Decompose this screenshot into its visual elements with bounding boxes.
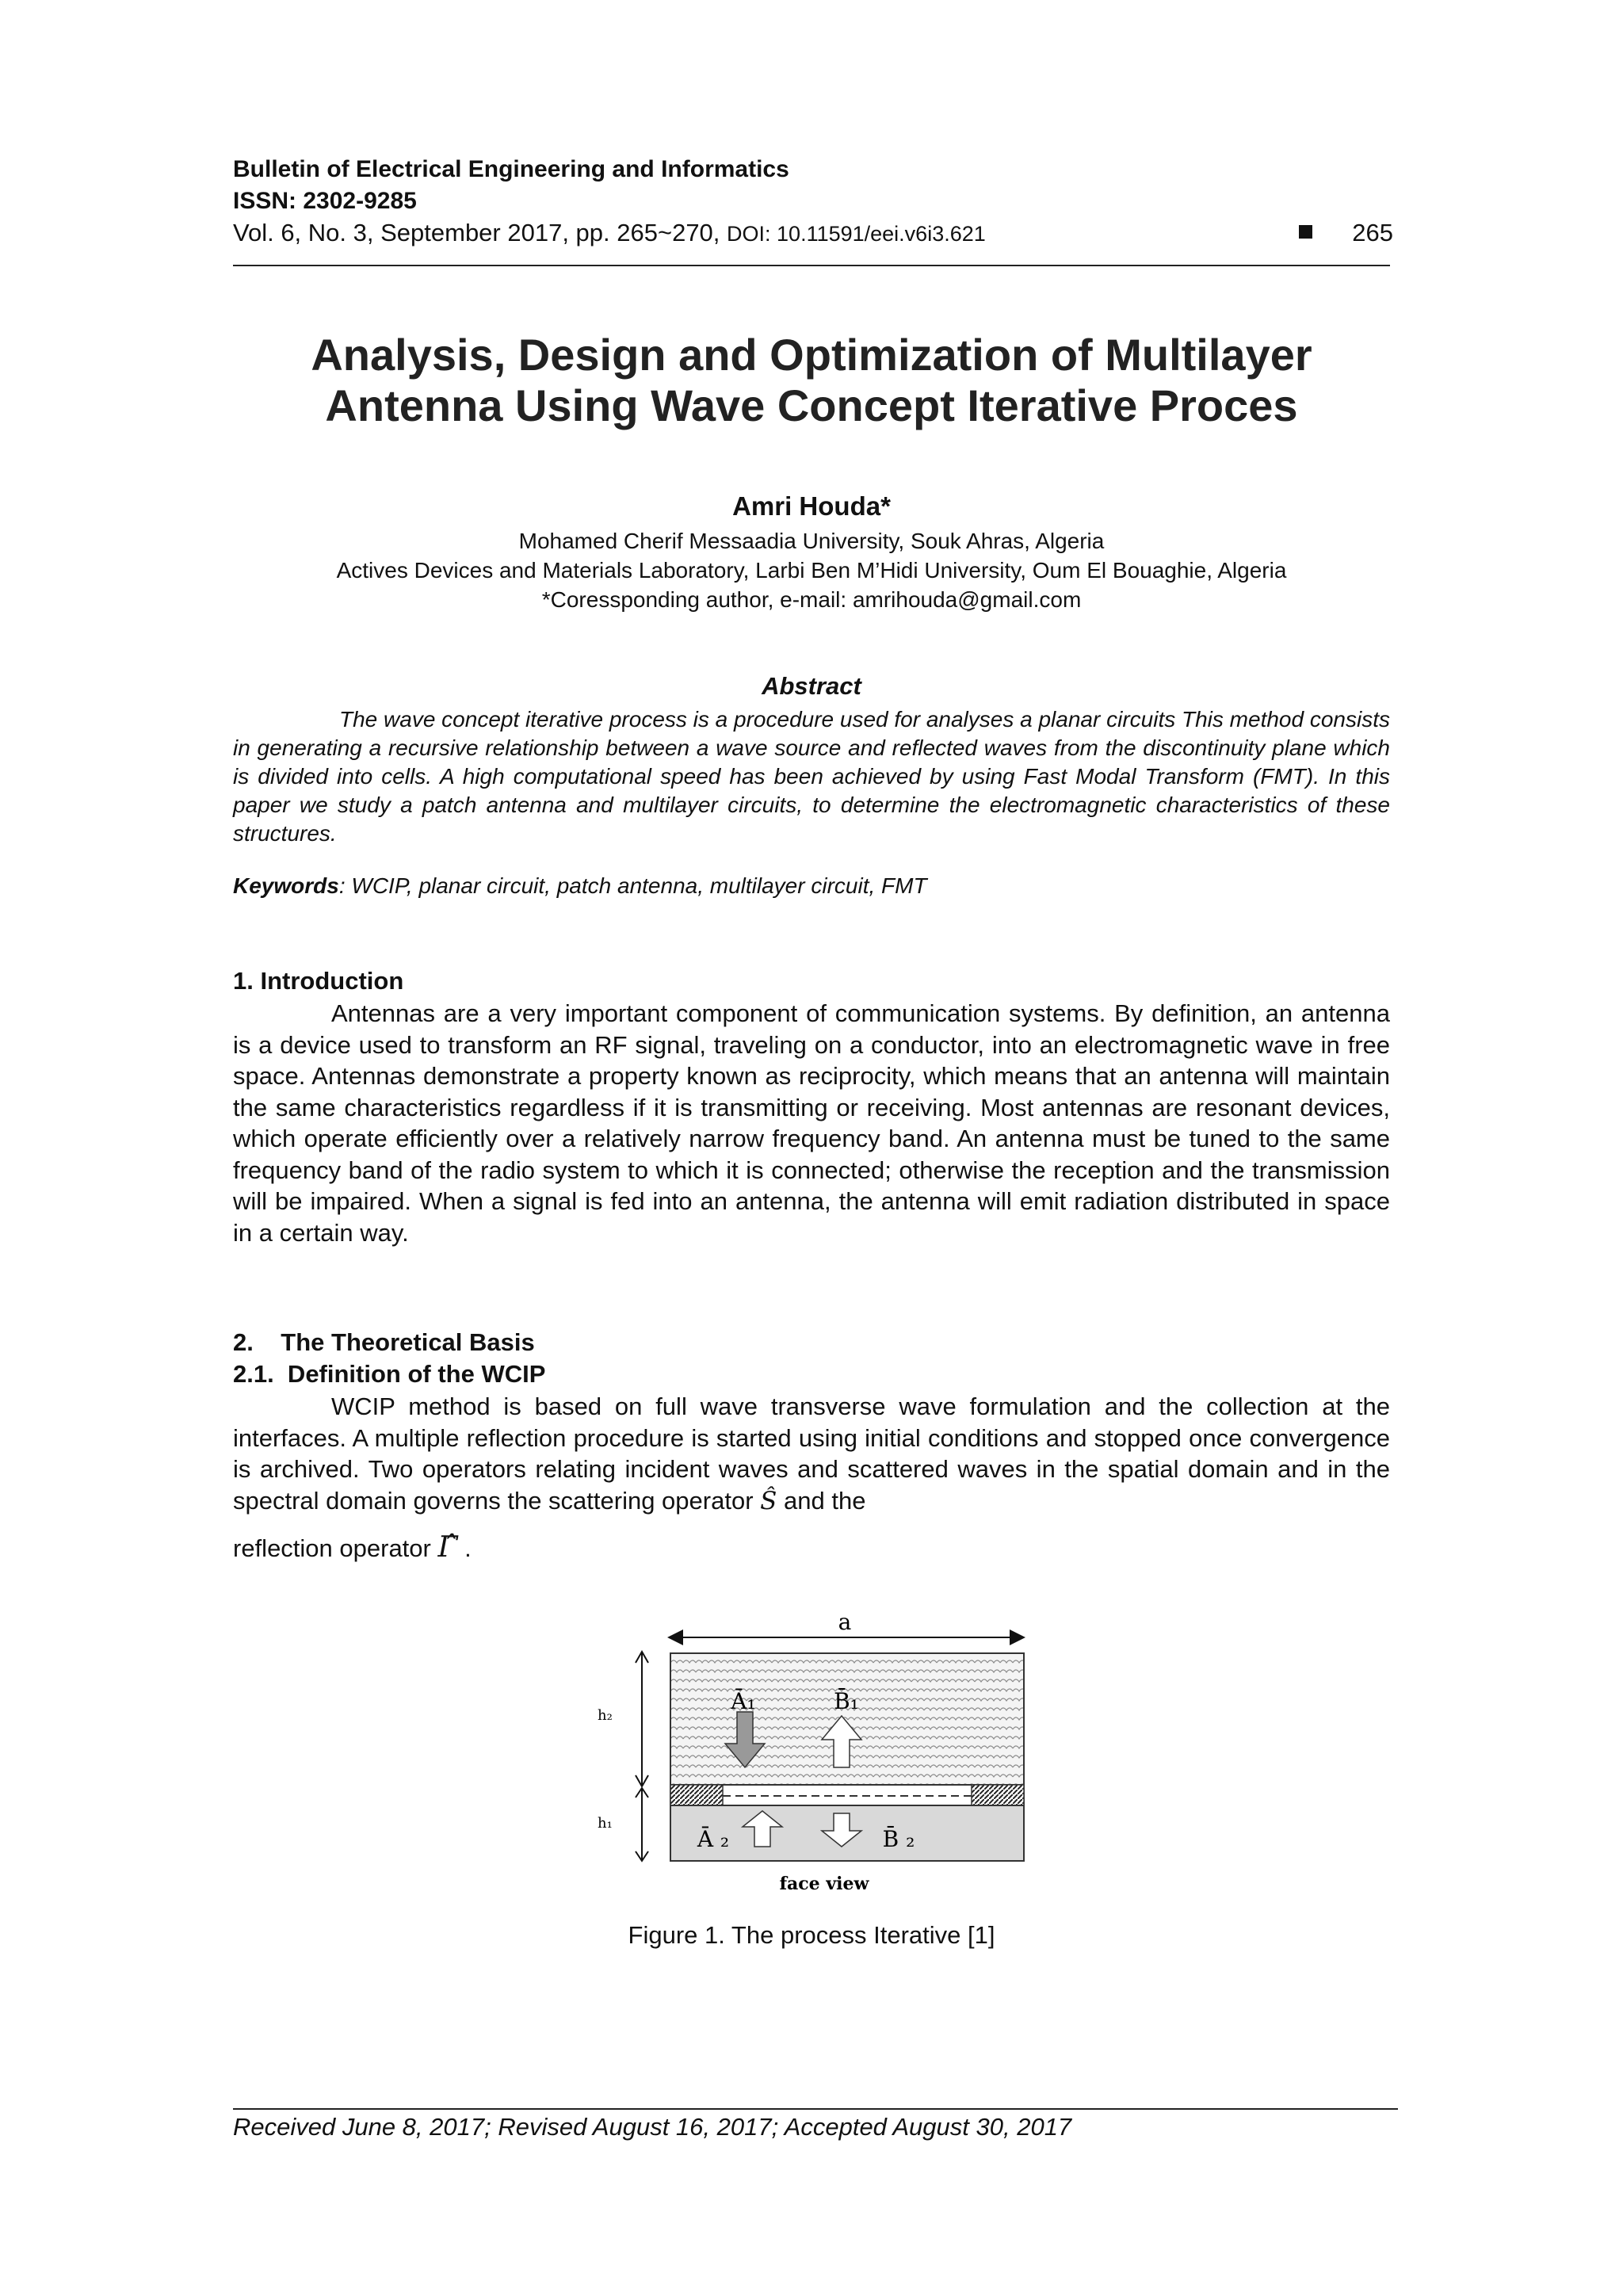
issn: ISSN: 2302-9285 <box>233 188 417 214</box>
corresponding-author: *Coressponding author, e-mail: amrihouda@gmail.com <box>541 587 1082 612</box>
reflection-operator: Γ̂ <box>437 1531 458 1564</box>
wcip-body: WCIP method is based on full wave transverse wave formulation and the collection at the interfaces. A multiple reflection procedure is started using initial conditions and stopped once convergence is archived. Two operators relating incident waves and scattered waves in the spatial domain and in the spectral domain governs the scattering operator <box>233 1392 1390 1515</box>
reflection-line <box>233 1532 1390 1564</box>
journal-name: Bulletin of Electrical Engineering and Informatics <box>233 156 789 182</box>
label-A2: Ā ₂ <box>697 1826 730 1852</box>
abstract-text <box>233 705 1390 848</box>
footer-rule <box>233 2108 1398 2110</box>
received-dates: Received June 8, 2017; Revised August 16, 2017; Accepted August 30, 2017 <box>233 2113 1072 2141</box>
label-h2: h₂ <box>598 1707 613 1724</box>
author-name: Amri Houda* <box>732 491 891 521</box>
page-number-text: 265 <box>1352 219 1393 246</box>
label-h1: h₁ <box>598 1815 613 1832</box>
page-number <box>1299 217 1393 249</box>
right-patch <box>972 1785 1024 1805</box>
iterative-process-figure <box>594 1609 1038 1894</box>
volume-text: Vol. 6, No. 3, September 2017, pp. 265~270, <box>233 219 727 246</box>
abstract-body: The wave concept iterative process is a procedure used for analyses a planar circuits This method consists in generating a recursive relationship between a wave source and reflected waves from the discontinuity plane which is divided into cells. A high computational speed has been achieved by using Fast Modal Transform (FMT). In this paper we study a patch antenna and multilayer circuits, to determine the electromagnetic characteristics of these structures. <box>233 707 1390 846</box>
affiliation-1: Mohamed Cherif Messaadia University, Souk Ahras, Algeria <box>518 529 1105 553</box>
wcip-heading: 2.1. Definition of the WCIP <box>233 1360 546 1388</box>
face-view-label: face view <box>779 1874 869 1894</box>
keywords <box>233 873 927 899</box>
wcip-text <box>233 1391 1390 1517</box>
left-patch <box>670 1785 723 1805</box>
label-B2: B̄ ₂ <box>882 1826 915 1852</box>
volume-info <box>233 217 986 250</box>
paper-title <box>0 330 1623 431</box>
square-bullet-icon <box>1299 225 1312 239</box>
scattering-operator: Ŝ <box>760 1486 777 1515</box>
theory-heading: 2. The Theoretical Basis <box>233 1328 535 1356</box>
figure-caption: Figure 1. The process Iterative [1] <box>628 1921 995 1949</box>
label-a: a <box>838 1609 852 1635</box>
reflection-suffix: . <box>457 1534 472 1562</box>
affiliation-2: Actives Devices and Materials Laboratory, Larbi Ben M’Hidi University, Oum El Bouaghie, Algeria <box>336 558 1287 583</box>
abstract-heading: Abstract <box>762 672 861 700</box>
keywords-text: : WCIP, planar circuit, patch antenna, multilayer circuit, FMT <box>338 873 927 898</box>
title-line-2: Antenna Using Wave Concept Iterative Proces <box>325 380 1298 430</box>
label-B1: B̄₁ <box>834 1688 859 1714</box>
intro-text <box>233 998 1390 1248</box>
label-A1: Ā₁ <box>731 1688 756 1714</box>
title-line-1: Analysis, Design and Optimization of Multilayer <box>311 330 1312 380</box>
keywords-label: Keywords <box>233 873 339 898</box>
intro-body: Antennas are a very important component of communication systems. By definition, an antenna is a device used to transform an RF signal, traveling on a conductor, into an electromagnetic wave in free space. Antennas demonstrate a property known as reciprocity, which means that an antenna will maintain the same characteristics regardless if it is transmitting or receiving. Most antennas are resonant devices, which operate efficiently over a relatively narrow frequency band. An antenna must be tuned to the same frequency band of the radio system to which it is connected; otherwise the reception and the transmission will be impaired. When a signal is fed into an antenna, the antenna will emit radiation distributed in space in a certain way. <box>233 999 1390 1247</box>
header-rule <box>233 265 1390 266</box>
intro-heading: 1. Introduction <box>233 967 404 995</box>
doi: DOI: 10.11591/eei.v6i3.621 <box>727 222 986 246</box>
reflection-prefix: reflection operator <box>233 1534 438 1562</box>
and-the: and the <box>777 1486 866 1515</box>
